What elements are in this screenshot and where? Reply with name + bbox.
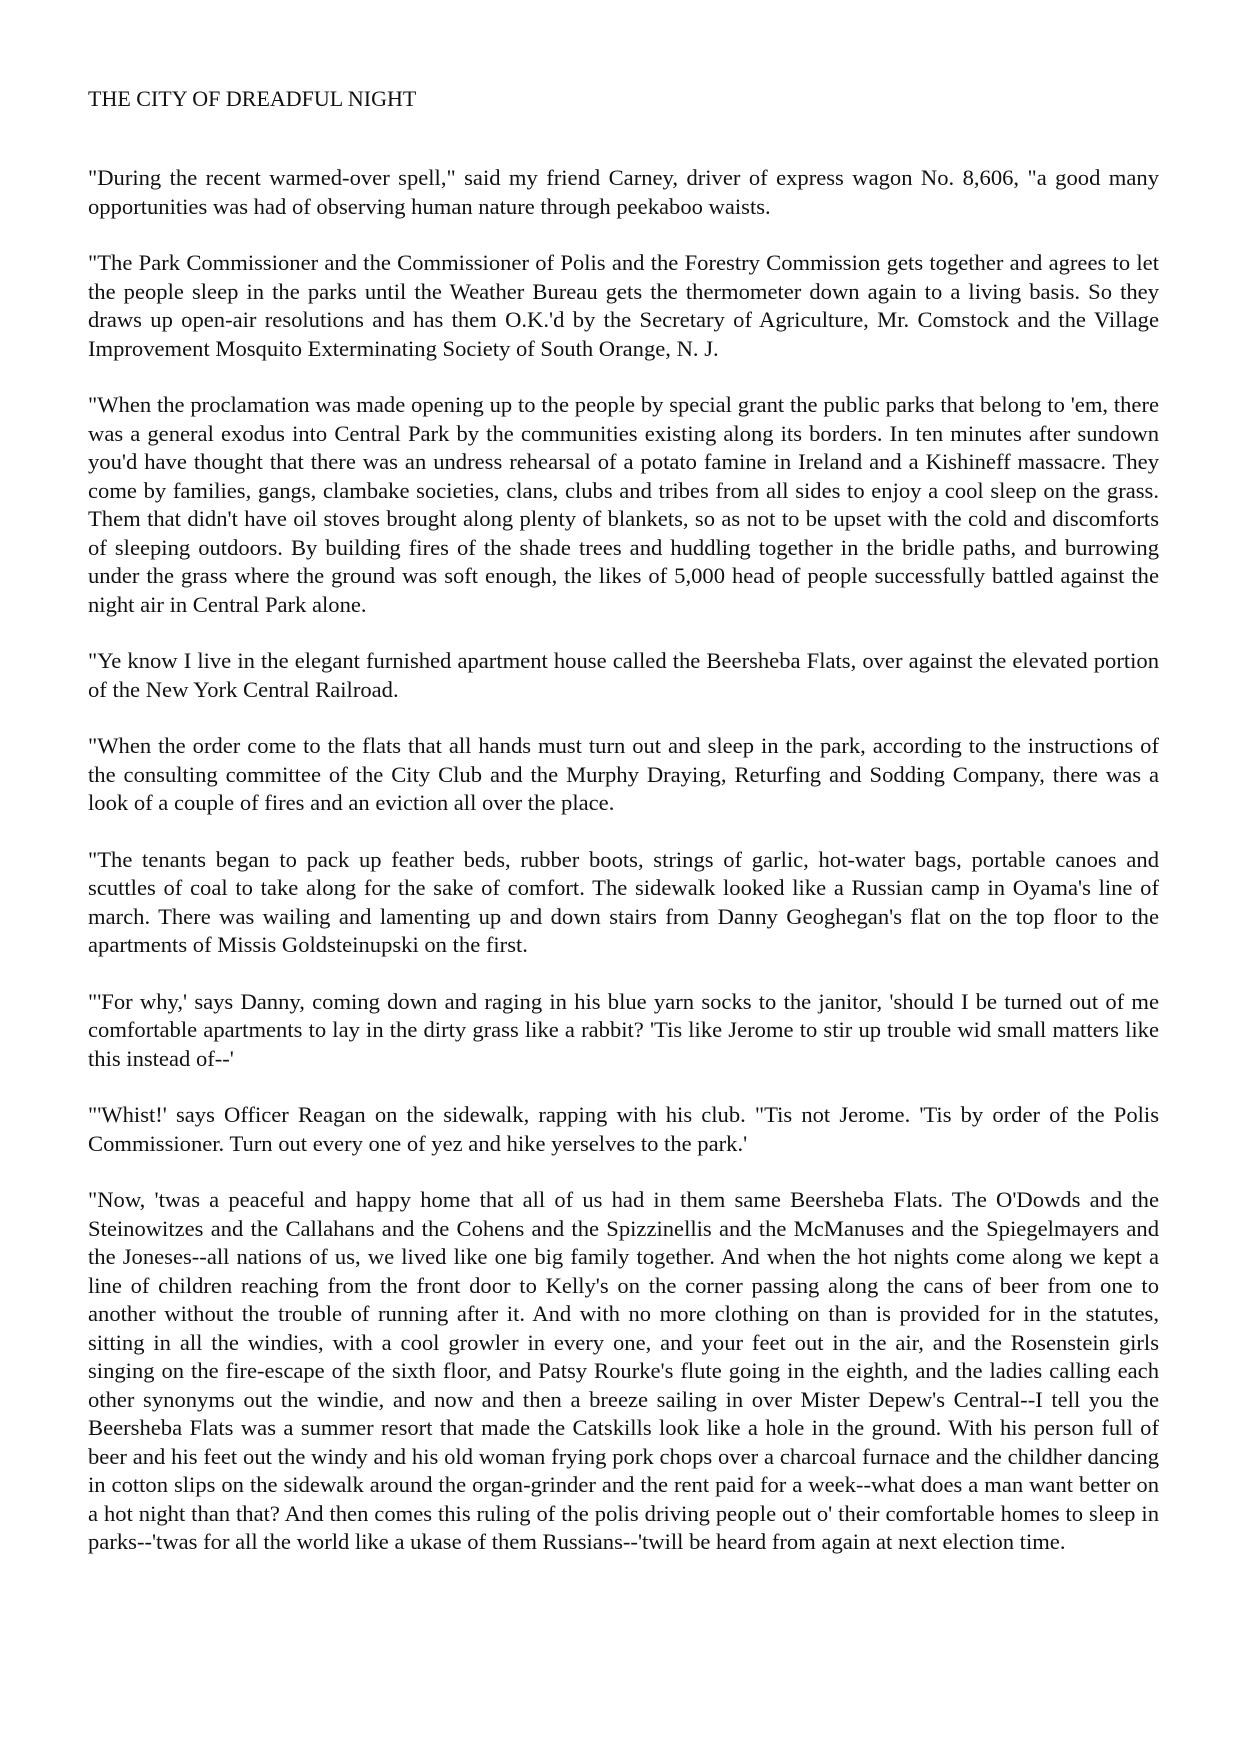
paragraph-8: "'Whist!' says Officer Reagan on the sidewalk, rapping with his club. "Tis not Jerome. 'Tis by order of the Polis Commissioner. Turn out every one of yez and hike yerselves to the park.'	[88, 1102, 1159, 1156]
paragraph-3: "When the proclamation was made opening up to the people by special grant the public parks that belong to 'em, there was a general exodus into Central Park by the communities existing along its borders. In ten minutes after sundown you'd have thought that there was an undress rehearsal of a potato famine in Ireland and a Kishineff massacre. They come by families, gangs, clambake societies, clans, clubs and tribes from all sides to enjoy a cool sleep on the grass. Them that didn't have oil stoves brought along plenty of blankets, so as not to be upset with the cold and discomforts of sleeping outdoors. By building fires of the shade trees and huddling together in the bridle paths, and burrowing under the grass where the ground was soft enough, the likes of 5,000 head of people successfully battled against the night air in Central Park alone.	[88, 392, 1159, 617]
paragraph-5: "When the order come to the flats that all hands must turn out and sleep in the park, according to the instructions of the consulting committee of the City Club and the Murphy Draying, Returfing and Sodding Company, there was a look of a couple of fires and an eviction all over the place.	[88, 733, 1159, 815]
paragraph-6: "The tenants began to pack up feather beds, rubber boots, strings of garlic, hot-water bags, portable canoes and scuttles of coal to take along for the sake of comfort. The sidewalk looked like a Russian camp in Oyama's line of march. There was wailing and lamenting up and down stairs from Danny Geoghegan's flat on the top floor to the apartments of Missis Goldsteinupski on the first.	[88, 846, 1159, 957]
document-title: THE CITY OF DREADFUL NIGHT	[88, 86, 417, 111]
paragraph-7: "'For why,' says Danny, coming down and raging in his blue yarn socks to the janitor, 'should I be turned out of me comfortable apartments to lay in the dirty grass like a rabbit? 'Tis like Jerome to stir up trouble wid small matters like this instead of--'	[88, 988, 1159, 1071]
paragraph-4: "Ye know I live in the elegant furnished apartment house called the Beersheba Flats, over against the elevated portion of the New York Central Railroad.	[88, 648, 1159, 702]
paragraph-2: "The Park Commissioner and the Commissioner of Polis and the Forestry Commission gets together and agrees to let the people sleep in the parks until the Weather Bureau gets the thermometer down again to a living basis. So they draws up open-air resolutions and has them O.K.'d by the Secretary of Agriculture, Mr. Comstock and the Village Improvement Mosquito Exterminating Society of South Orange, N. J.	[88, 250, 1159, 361]
paragraph-1: "During the recent warmed-over spell," said my friend Carney, driver of express wagon No. 8,606, "a good many opportunities was had of observing human nature through peekaboo waists.	[88, 165, 1159, 219]
paragraph-9: "Now, 'twas a peaceful and happy home that all of us had in them same Beersheba Flats. The O'Dowds and the Steinowitzes and the Callahans and the Cohens and the Spizzinellis and the McManuses and the Spiegelmayers and the Joneses--all nations of us, we lived like one big family together. And when the hot nights come along we kept a line of children reaching from the front door to Kelly's on the corner passing along the cans of beer from one to another without the trouble of running after it. And with no more clothing on than is provided for in the statutes, sitting in all the windies, with a cool growler in every one, and your feet out in the air, and the Rosenstein girls singing on the fire-escape of the sixth floor, and Patsy Rourke's flute going in the eighth, and the ladies calling each other synonyms out the windie, and now and then a breeze sailing in over Mister Depew's Central--I tell you the Beersheba Flats was a summer resort that made the Catskills look like a hole in the ground. With his person full of beer and his feet out the windy and his old woman frying pork chops over a charcoal furnace and the childher dancing in cotton slips on the sidewalk around the organ-grinder and the rent paid for a week--what does a man want better on a hot night than that? And then comes this ruling of the polis driving people out o' their comfortable homes to sleep in parks--'twas for all the world like a ukase of them Russians--'twill be heard from again at next election time.	[88, 1187, 1159, 1554]
document-page	[88, 84, 1159, 1585]
